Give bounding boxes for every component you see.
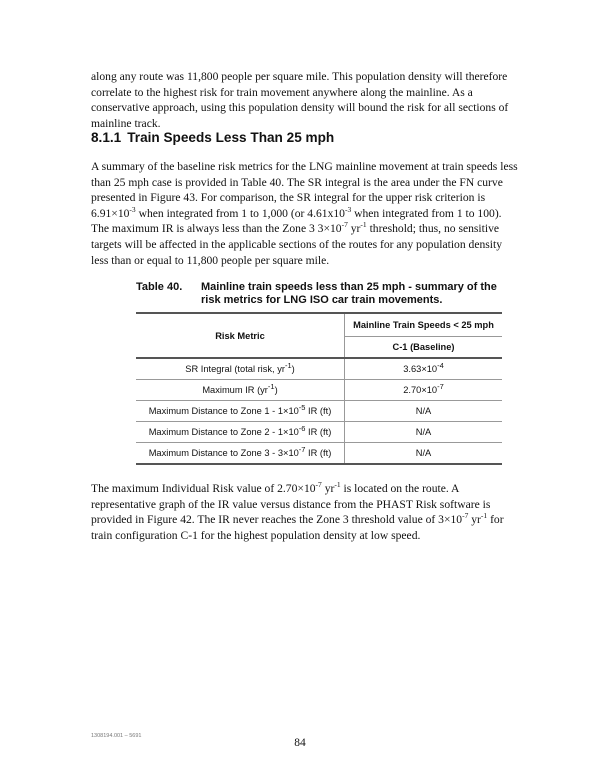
body-paragraph-1: along any route was 11,800 people per square mile. This population density will therefore correlate to the highest risk for train movement anywhere along the mainline. As a conservative approach, using this population density will bound the risk for all sections of mainline track. bbox=[91, 70, 509, 130]
value-text: N/A bbox=[415, 427, 432, 437]
metric-text: Maximum Distance to Zone 3 - 3×10 bbox=[148, 448, 299, 458]
paragraph-2-exponent-b: -3 bbox=[344, 204, 352, 214]
metric-text: SR Integral (total risk, yr bbox=[185, 364, 285, 374]
document-id: 1308194.001 – 5691 bbox=[91, 733, 142, 739]
body-paragraph-2 bbox=[91, 159, 521, 268]
paragraph-3-exponent-b: -1 bbox=[334, 480, 341, 490]
metric-exponent: -5 bbox=[298, 402, 306, 412]
column-header-risk-metric: Risk Metric bbox=[136, 314, 345, 358]
paragraph-2-text-a: A summary of the baseline risk metrics for the LNG mainline movement at train speeds less than 25 mph case is provided in Table 40. The SR integral is the area under the FN curve presented in Figure 43. For comparison, the SR integral for the upper risk criterion is 6.91×10 bbox=[91, 160, 518, 220]
paragraph-3-text-d: yr bbox=[468, 513, 481, 527]
section-number: 8.1.1 bbox=[91, 130, 122, 145]
paragraph-3-exponent-a: -7 bbox=[315, 480, 322, 490]
risk-value-cell bbox=[345, 422, 503, 443]
value-exponent: -7 bbox=[437, 381, 444, 391]
section-title: Train Speeds Less Than 25 mph bbox=[127, 130, 335, 145]
paragraph-2-text-e: threshold; thus, no sensitive targets will be affected in the applicable sections of the routes for any population density less than or equal to 11,800 people per square mile. bbox=[91, 222, 503, 267]
metric-text: IR (ft) bbox=[305, 427, 332, 437]
risk-metric-cell bbox=[136, 401, 345, 422]
risk-value-cell bbox=[345, 401, 503, 422]
section-heading bbox=[91, 130, 334, 145]
table-row bbox=[136, 443, 502, 465]
paragraph-3-text-b: yr bbox=[321, 482, 335, 495]
paragraph-3-text-a: The maximum Individual Risk value of 2.70×10 bbox=[91, 482, 316, 495]
metric-text: Maximum IR (yr bbox=[202, 385, 268, 395]
table-row bbox=[136, 380, 502, 401]
paragraph-3-exponent-d: -1 bbox=[480, 511, 488, 521]
table-row bbox=[136, 401, 502, 422]
paragraph-3-exponent-c: -7 bbox=[462, 511, 469, 521]
value-exponent: -4 bbox=[437, 360, 444, 370]
paragraph-2-exponent-c: -7 bbox=[341, 220, 348, 230]
paragraph-2-text-d: yr bbox=[347, 222, 361, 236]
page-number: 84 bbox=[294, 737, 306, 749]
value-text: 3.63×10 bbox=[403, 364, 438, 374]
risk-metrics-table bbox=[136, 312, 502, 465]
paragraph-2-exponent-d: -1 bbox=[360, 220, 367, 230]
metric-text: Maximum Distance to Zone 1 - 1×10 bbox=[148, 406, 299, 416]
risk-metric-cell bbox=[136, 443, 345, 465]
risk-value-cell bbox=[345, 358, 503, 380]
column-header-train-speeds: Mainline Train Speeds < 25 mph bbox=[353, 320, 494, 330]
risk-metric-cell bbox=[136, 380, 345, 401]
table-row bbox=[136, 358, 502, 380]
paragraph-3-text-c: is located on the route. A representative graph of the IR value versus distance from the PHAST Risk software is provided in Figure 42. The IR never reaches the Zone 3 threshold value of 3×10 bbox=[91, 482, 491, 527]
metric-exponent: -1 bbox=[284, 360, 292, 370]
table-label: Table 40. bbox=[136, 281, 183, 293]
metric-exponent: -6 bbox=[298, 423, 306, 433]
risk-metric-cell bbox=[136, 422, 345, 443]
metric-text: IR (ft) bbox=[305, 406, 332, 416]
paragraph-2-exponent-a: -3 bbox=[129, 204, 136, 214]
metric-exponent: -7 bbox=[298, 444, 306, 454]
column-subheader-baseline: C-1 (Baseline) bbox=[345, 337, 503, 359]
table-caption-text: Mainline train speeds less than 25 mph - summary of the risk metrics for LNG ISO car train movements. bbox=[201, 281, 497, 306]
risk-value-cell bbox=[345, 380, 503, 401]
metric-text: Maximum Distance to Zone 2 - 1×10 bbox=[148, 427, 299, 437]
metric-text: ) bbox=[274, 385, 278, 395]
value-text: N/A bbox=[415, 406, 432, 416]
body-paragraph-3 bbox=[91, 481, 521, 543]
paragraph-2-text-b: when integrated from 1 to 1,000 (or 4.61x10 bbox=[135, 206, 345, 220]
paragraph-2-text-c: when integrated from 1 to 100). The maximum IR is always less than the Zone 3 3×10 bbox=[91, 206, 502, 236]
value-text: 2.70×10 bbox=[403, 385, 438, 395]
metric-text: IR (ft) bbox=[305, 448, 332, 458]
risk-metric-cell bbox=[136, 358, 345, 380]
metric-exponent: -1 bbox=[267, 381, 275, 391]
paragraph-3-text-e: for train configuration C-1 for the highest population density at low speed. bbox=[91, 513, 504, 542]
metric-text: ) bbox=[291, 364, 295, 374]
risk-value-cell bbox=[345, 443, 503, 465]
table-row bbox=[136, 422, 502, 443]
value-text: N/A bbox=[415, 448, 432, 458]
